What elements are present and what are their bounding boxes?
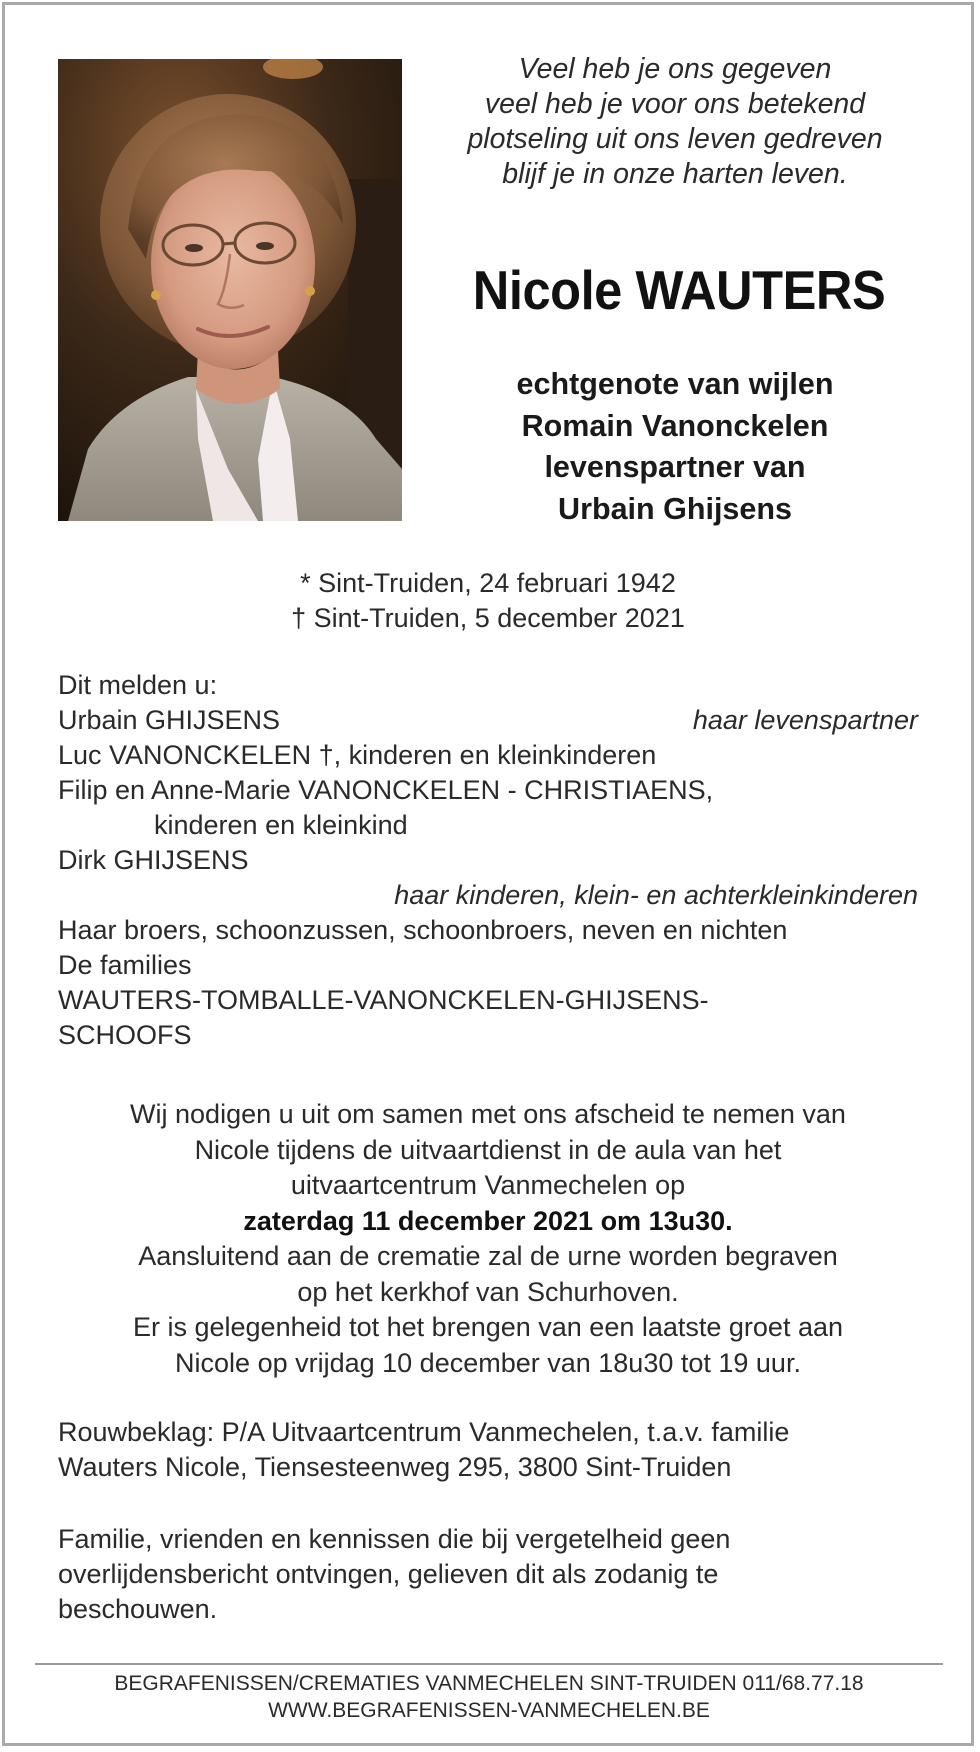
notice-paragraph [58, 1522, 938, 1627]
families-label: De families [58, 950, 192, 980]
funeral-home-website: WWW.BEGRAFENISSEN-VANMECHELEN.BE [268, 1699, 710, 1722]
families-names-cont: SCHOOFS [58, 1020, 192, 1050]
family-line-filip-sub: kinderen en kleinkind [154, 810, 408, 840]
family-line-luc: Luc VANONCKELEN †, kinderen en kleinkinderen [58, 740, 657, 770]
funeral-date-time: zaterdag 11 december 2021 om 13u30. [243, 1205, 733, 1236]
family-line-dirk: Dirk GHIJSENS [58, 845, 249, 875]
families-names: WAUTERS-TOMBALLE-VANONCKELEN-GHIJSENS- [58, 985, 709, 1015]
poem-line: blijf je in onze harten leven. [502, 158, 848, 190]
footer-divider [35, 1663, 943, 1665]
funeral-home-contact: BEGRAFENISSEN/CREMATIES VANMECHELEN SINT-TRUIDEN 011/68.77.18 [114, 1672, 864, 1695]
address-line: Wauters Nicole, Tiensesteenweg 295, 3800 Sint-Truiden [58, 1452, 732, 1482]
partner-name: Urbain GHIJSENS [58, 705, 281, 735]
siblings-line: Haar broers, schoonzussen, schoonbroers, neven en nichten [58, 915, 788, 945]
address-line: Rouwbeklag: P/A Uitvaartcentrum Vanmechelen, t.a.v. familie [58, 1417, 790, 1447]
partner-line [58, 703, 918, 738]
poem-line: plotseling uit ons leven gedreven [467, 123, 883, 155]
poem-line: Veel heb je ons gegeven [518, 53, 832, 85]
invitation-line: Er is gelegenheid tot het brengen van een laatste groet aan [132, 1312, 843, 1342]
relation-line: echtgenote van wijlen [516, 367, 834, 401]
children-role: haar kinderen, klein- en achterkleinkinderen [394, 880, 918, 910]
announcement-list [58, 668, 918, 1053]
relations-block [420, 364, 930, 530]
partner-role: haar levenspartner [692, 705, 918, 735]
invitation-line: Nicole tijdens de uitvaartdienst in de aula van het [194, 1134, 782, 1165]
invitation-line: op het kerkhof van Schurhoven. [297, 1276, 679, 1307]
invitation-line: Nicole op vrijdag 10 december van 18u30 tot 19 uur. [175, 1347, 801, 1378]
family-line-filip: Filip en Anne-Marie VANONCKELEN - CHRISTIAENS, [58, 775, 714, 805]
portrait-photo [58, 59, 402, 521]
notice-line: overlijdensbericht ontvingen, gelieven dit als zodanig te [58, 1559, 719, 1589]
announcement-intro: Dit melden u: [58, 670, 218, 700]
relation-line: levenspartner van [544, 450, 806, 484]
invitation-line: Aansluitend aan de crematie zal de urne worden begraven [138, 1241, 838, 1271]
invitation-line: uitvaartcentrum Vanmechelen op [290, 1170, 686, 1200]
condolence-address [58, 1415, 938, 1485]
relation-line: Romain Vanonckelen [521, 408, 829, 443]
notice-line: beschouwen. [58, 1594, 218, 1624]
memorial-poem [420, 52, 930, 192]
invitation-line: Wij nodigen u uit om samen met ons afscheid te nemen van [130, 1099, 846, 1129]
notice-line: Familie, vrienden en kennissen die bij vergetelheid geen [58, 1524, 731, 1554]
deceased-name: Nicole WAUTERS [472, 259, 886, 321]
funeral-home-footer [35, 1670, 943, 1724]
birth-date: * Sint-Truiden, 24 februari 1942 [300, 568, 676, 598]
life-dates [58, 566, 918, 636]
relation-line: Urbain Ghijsens [558, 491, 792, 526]
funeral-invitation [58, 1097, 918, 1381]
death-date: † Sint-Truiden, 5 december 2021 [291, 603, 685, 633]
poem-line: veel heb je voor ons betekend [484, 88, 866, 120]
